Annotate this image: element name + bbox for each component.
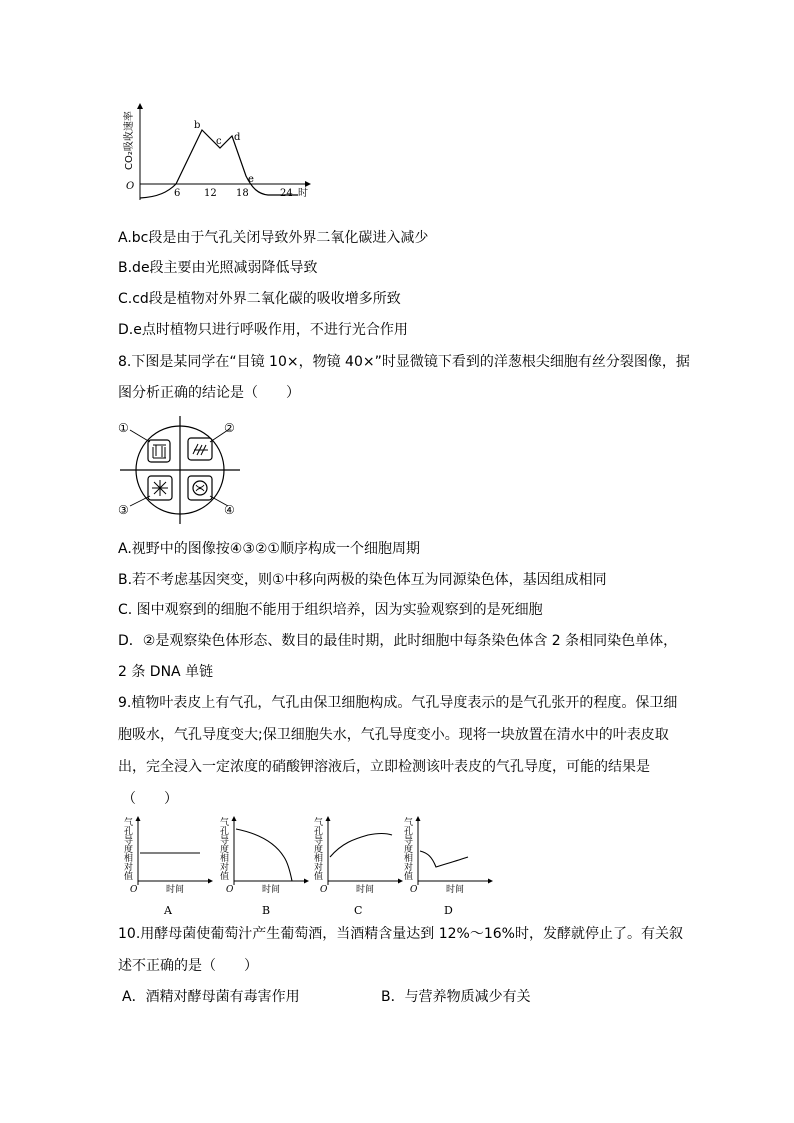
q10-option-a: A．酒精对酵母菌有毒害作用	[122, 989, 300, 1005]
graph-name-b: B	[262, 904, 271, 917]
cell-4	[188, 476, 212, 500]
q8-stem-line2: 图分析正确的结论是（ ）	[118, 385, 300, 401]
q7-option-c: C.cd段是植物对外界二氧化碳的吸收增多所致	[118, 291, 401, 307]
graph-y-label-char: 孔	[124, 827, 134, 837]
graph-c	[314, 816, 402, 895]
point-d: d	[234, 132, 241, 143]
graph-y-label-char: 气	[124, 818, 134, 828]
graph-y-label-char: 孔	[314, 827, 324, 837]
co2-absorption-graph	[118, 100, 318, 205]
graph-y-label-char: 导	[314, 836, 324, 846]
graph-x-label: 时间	[356, 885, 375, 895]
q8-option-b: B.若不考虑基因突变，则①中移向两极的染色体互为同源染色体，基因组成相同	[118, 572, 607, 588]
graph-y-label-char: 对	[124, 863, 134, 873]
q8-option-d-cont: 2 条 DNA 单链	[118, 664, 214, 680]
label-1: ①	[118, 421, 129, 435]
graph-y-label-char: 度	[124, 845, 134, 855]
graph-y-label-char: 相	[124, 854, 134, 864]
graph-a	[124, 816, 212, 895]
graph-y-label-char: 相	[220, 854, 230, 864]
graph-d	[404, 816, 492, 895]
q8-option-a: A.视野中的图像按④③②①顺序构成一个细胞周期	[118, 541, 420, 557]
q9-stem-line1: 9.植物叶表皮上有气孔，气孔由保卫细胞构成。气孔导度表示的是气孔张开的程度。保卫细	[118, 695, 678, 711]
q7-option-d: D.e点时植物只进行呼吸作用，不进行光合作用	[118, 322, 408, 338]
graph-y-label-char: 值	[404, 872, 414, 882]
origin-label: O	[126, 181, 135, 192]
point-c: c	[216, 136, 222, 147]
x-tick-18: 18	[236, 188, 249, 199]
graph-y-label-char: 值	[124, 872, 134, 882]
label-3: ③	[118, 503, 129, 517]
y-axis-label: CO₂吸收速率	[124, 111, 135, 170]
point-e: e	[248, 174, 254, 185]
q8-stem-line1: 8.下图是某同学在“目镜 10×，物镜 40×”时显微镜下看到的洋葱根尖细胞有丝分裂图像，据	[118, 354, 690, 370]
graph-y-label-char: 相	[404, 854, 414, 864]
q7-option-a: A.bc段是由于气孔关闭导致外界二氧化碳进入减少	[118, 230, 429, 246]
graph-y-label-char: 相	[314, 854, 324, 864]
graph-y-label-char: 值	[220, 872, 230, 882]
graph-name-d: D	[444, 904, 453, 917]
graph-x-label: 时间	[262, 885, 281, 895]
graph-y-label-char: 孔	[404, 827, 414, 837]
graph-name-a: A	[164, 904, 172, 917]
label-2: ②	[224, 421, 235, 435]
graph-curve	[236, 829, 292, 881]
q10-option-b: B．与营养物质减少有关	[381, 989, 531, 1005]
graph-y-label-char: 导	[124, 836, 134, 846]
graph-name-c: C	[354, 904, 363, 917]
graph-y-label-char: 对	[314, 863, 324, 873]
graph-x-label: 时间	[446, 885, 465, 895]
graph-x-label: 时间	[166, 885, 185, 895]
graph-y-label-char: 度	[220, 845, 230, 855]
graph-y-label-char: 气	[404, 818, 414, 828]
label-4: ④	[224, 503, 235, 517]
graph-origin: O	[320, 885, 328, 895]
graph-y-label-char: 孔	[220, 827, 230, 837]
stomatal-conductance-graphs	[118, 813, 518, 919]
q9-stem-line3: 出，完全浸入一定浓度的硝酸钾溶液后，立即检测该叶表皮的气孔导度，可能的结果是	[118, 759, 650, 775]
point-b: b	[194, 120, 201, 131]
q9-stem-line2: 胞吸水，气孔导度变大;保卫细胞失水，气孔导度变小。现将一块放置在清水中的叶表皮取	[118, 727, 669, 743]
graph-y-label-char: 度	[314, 845, 324, 855]
q10-stem-line1: 10.用酵母菌使葡萄汁产生葡萄酒，当酒精含量达到 12%～16%时，发酵就停止了。有关叙	[118, 926, 683, 942]
graph-y-label-char: 对	[404, 863, 414, 873]
x-tick-12: 12	[204, 188, 217, 199]
microscope-field-figure	[118, 414, 242, 526]
graph-y-label-char: 导	[404, 836, 414, 846]
q8-option-d: D．②是观察染色体形态、数目的最佳时期，此时细胞中每条染色体含 2 条相同染色单体，	[118, 633, 678, 649]
graph-y-label-char: 气	[314, 818, 324, 828]
x-tick-6: 6	[174, 188, 181, 199]
graph-origin: O	[226, 885, 234, 895]
graph-y-label-char: 值	[314, 872, 324, 882]
graph-y-label-char: 度	[404, 845, 414, 855]
q9-stem-line4: （ ）	[122, 791, 178, 807]
graph-y-label-char: 气	[220, 818, 230, 828]
graph-origin: O	[410, 885, 418, 895]
x-axis-unit: 时	[298, 188, 308, 199]
graph-curve	[420, 851, 468, 867]
graph-curve	[330, 834, 392, 858]
q10-stem-line2: 述不正确的是（ ）	[118, 958, 258, 974]
graph-y-label-char: 导	[220, 836, 230, 846]
graph-y-label-char: 对	[220, 863, 230, 873]
cell-1	[148, 440, 170, 462]
graph-b	[220, 816, 308, 895]
graph-origin: O	[130, 885, 138, 895]
q7-option-b: B.de段主要由光照减弱降低导致	[118, 260, 318, 276]
q8-option-c: C. 图中观察到的细胞不能用于组织培养，因为实验观察到的是死细胞	[118, 602, 543, 618]
x-tick-24: 24	[280, 188, 293, 199]
